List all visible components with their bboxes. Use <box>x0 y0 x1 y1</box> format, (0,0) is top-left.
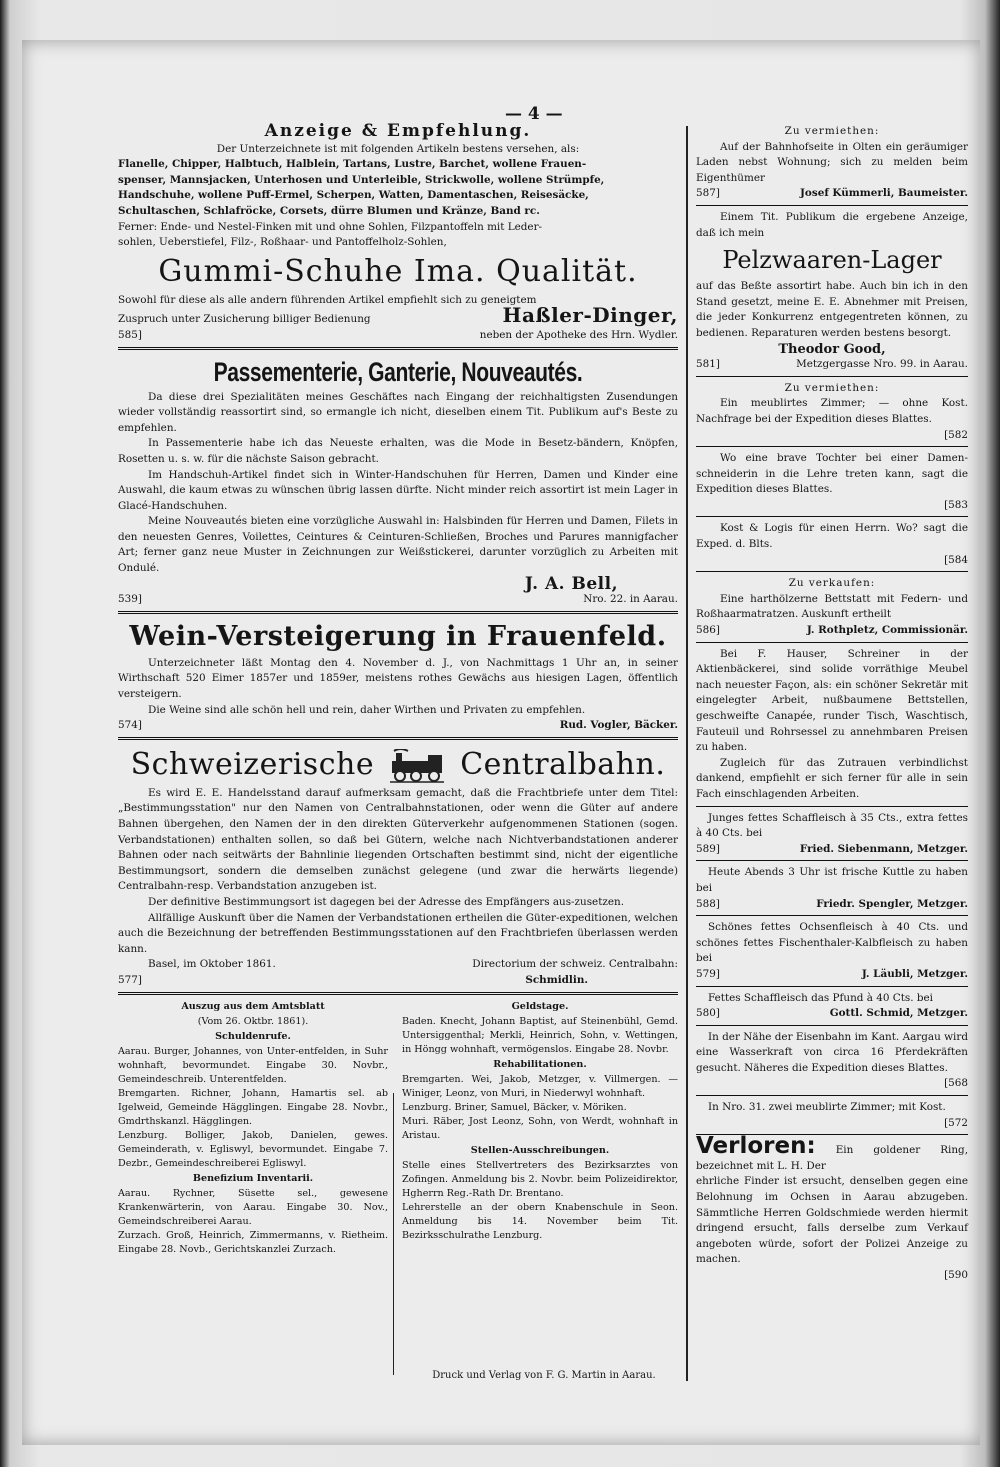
ad-place-date: Basel, im Oktober 1861. <box>148 958 276 971</box>
ad-number: 587] <box>696 187 720 200</box>
divider <box>118 611 678 614</box>
ad-title: Pelzwaaren-Lager <box>722 246 942 275</box>
ad-lehrtochter <box>696 451 968 513</box>
ad-heading: Zu vermiethen: <box>784 125 880 137</box>
ad-pelzwaaren <box>696 210 968 373</box>
ad-title-part: Centralbahn. <box>460 746 666 782</box>
section-heading: Benefizium Inventarii. <box>192 1172 314 1184</box>
amtsblatt-left <box>118 999 394 1257</box>
ad-title: Wein-Versteigerung in Frauenfeld. <box>129 620 667 652</box>
column-divider <box>686 126 688 1381</box>
ad-footer-row <box>118 718 678 734</box>
ad-number: 580] <box>696 1007 720 1020</box>
ad-body: Bei F. Hauser, Schreiner in der Aktienbäckerei, sind solide vorräthige Meubel nach neuester Façon, als: ein schöner Sekretär mit eingelegter Arbeit, nußbaumene Bettstellen, geschweifte Canapée, runder Tisch, Waschtisch, Fauteuil und Rohrsessel zu annehmbaren Preisen zu haben. <box>696 647 968 754</box>
left-column <box>118 121 678 1257</box>
divider <box>696 986 968 987</box>
ad-number: [568 <box>944 1077 968 1090</box>
divider <box>696 446 968 447</box>
ad-ferner-line: Ferner: Ende- und Nestel-Finken mit und ohne Sohlen, Filzpantoffeln mit Leder- <box>118 220 543 233</box>
divider <box>696 571 968 572</box>
ad-anzeige-empfehlung <box>118 121 678 344</box>
ad-number: 586] <box>696 624 720 637</box>
ad-heading: Zu vermiethen: <box>784 381 880 394</box>
ad-directorate: Directorium der schweiz. Centralbahn: <box>472 958 678 971</box>
ad-body: Kost & Logis für einen Herrn. Wo? sagt die Exped. d. Blts. <box>696 522 968 551</box>
ad-paragraph: Allfällige Auskunft über die Namen der Verbandstationen ertheilen die Güter-expeditionen, welchen auch die Bezeichnung der betreffenden Bestimmungsstationen auf den Frachtbriefen überlassen werden kann. <box>118 911 678 955</box>
ad-body: Ein meublirtes Zimmer; — ohne Kost. Nachfrage bei der Expedition dieses Blattes. <box>696 397 968 425</box>
ad-zu-vermiethen-laden <box>696 124 968 202</box>
ad-signature: Josef Kümmerli, Baumeister. <box>800 187 968 200</box>
ad-signature-sub: Nro. 22. in Aarau. <box>583 593 678 606</box>
ad-paragraph: Im Handschuh-Artikel findet sich in Winter-Handschuhen für Herren, Damen und Kinder eine Auswahl, die kaum etwas zu wünschen übrig lassen dürfte. Nicht minder reich assortirt ist mein Lager in Glacé-Handschuhen. <box>118 468 678 512</box>
ad-body: Wo eine brave Tochter bei einer Damen-schneiderin in die Lehre treten kann, sagt die Expedition dieses Blattes. <box>696 452 968 496</box>
ad-signature-sub: neben der Apotheke des Hrn. Wydler. <box>479 328 678 341</box>
imprint: Druck und Verlag von F. G. Martin in Aarau. <box>432 1370 656 1381</box>
ad-title-part: Schweizerische <box>130 746 375 782</box>
ad-signature-row <box>118 303 678 328</box>
ad-signature: Theodor Good, <box>778 341 886 357</box>
ad-number: [582 <box>944 428 968 441</box>
ad-paragraph: Unterzeichneter läßt Montag den 4. November d. J., von Nachmittags 1 Uhr an, in seiner Wirthschaft 520 Eimer 1857er und 1859er, meistens rothes Gewächs aus hiesigen Lagen, öffentlich versteigern. <box>118 656 678 701</box>
divider <box>696 806 968 807</box>
ad-signature-row <box>118 957 678 973</box>
ad-signature: J. A. Bell, <box>524 573 618 594</box>
ad-signature: Friedr. Spengler, Metzger. <box>816 897 968 910</box>
ad-number: 588] <box>696 897 720 910</box>
ad-title: Anzeige & Empfehlung. <box>264 121 532 141</box>
ad-paragraph: Es wird E. E. Handelsstand darauf aufmerksam gemacht, daß die Frachtbriefe unter dem Titel: „Bestimmungsstation" nur den Namen von Centralbahnstationen, oder wenn die Güter auf andere Bahnen übergehen, den Namen der in den direkten Güterverkehr aufgenommenen Stationen (sogen. Verbandstationen) enthalten sollen, so daß bei Gütern, welche nach Nichtverbandstationen anderer Bahnen oder nach seitwärts der Bahnlinie liegenden Ortschaften bestimmt sind, nicht der eigentliche Bestimmungsort, sondern die demselben zunächst gelegene (und zwar die herwärts liegende) Centralbahn-resp. Verbandstation anzugeben ist. <box>118 786 678 893</box>
ad-body: auf das Beßte assortirt habe. Auch bin ich in den Stand gesetzt, meine E. E. Abnehmer mit Preisen, die jeder Konkurrenz entgegentreten können, zu bedienen. Reparaturen werden bestens besorgt. <box>696 280 968 339</box>
ad-title: Passementerie, Ganterie, Nouveautés. <box>213 356 583 387</box>
divider <box>696 860 968 861</box>
ad-body: Heute Abends 3 Uhr ist frische Kuttle zu haben bei <box>696 866 968 894</box>
notice: Aarau. Burger, Johannes, von Unter-entfelden, in Suhr wohnhaft, bevormundet. Eingabe 30. Novbr., Gemeindeschreib. Unterentfelden. <box>118 1045 389 1085</box>
ad-schaffleisch <box>696 811 968 858</box>
ad-title: Verloren: <box>696 1133 816 1160</box>
ad-signature: Schmidlin. <box>525 973 588 986</box>
ad-footer-row <box>696 842 968 858</box>
ad-meubel <box>696 647 968 803</box>
ad-signature-sub: Metzgergasse Nro. 99. in Aarau. <box>796 358 968 371</box>
section-heading: Stellen-Ausschreibungen. <box>470 1144 610 1156</box>
ad-paragraph: Meine Nouveautés bieten eine vorzügliche Auswahl in: Halsbinden für Herren und Damen, Filets in den neuesten Genres, Voilettes, Ceintures & Ceinturen-Schließen, Broches und Parures mannigfacher Art; ferner ganz neue Muster in Zeichnungen zur Weißstickerei, darunter vorzüglich zu Arbeiten mit Ondulé. <box>118 515 678 575</box>
ad-number: 539] <box>118 593 142 606</box>
ad-body: Eine harthölzerne Bettstatt mit Federn- und Roßhaarmatratzen. Auskunft ertheilt <box>696 592 968 621</box>
right-column <box>696 124 968 1284</box>
ad-body: Schönes fettes Ochsenfleisch à 40 Cts. und schönes fettes Fischenthaler-Kalbfleisch zu haben bei <box>696 921 968 965</box>
ad-kuttle <box>696 865 968 912</box>
notice: Aarau. Rychner, Süsette sel., gewesene Krankenwärterin, von Aarau. Eingabe 30. Nov., Gemeindschreiberei Aarau. <box>118 1187 389 1227</box>
section-heading: Geldstage. <box>511 1000 569 1012</box>
ad-paragraph: Da diese drei Spezialitäten meines Geschäftes nach Eingang der reichhaltigsten Zusendungen wieder vollständig reassortirt sind, so ermangle ich nicht, dieselben einem Tit. Publikum auf's Beste zu empfehlen. <box>118 390 678 434</box>
divider <box>696 642 968 643</box>
ad-signature: Fried. Siebenmann, Metzger. <box>799 842 968 855</box>
ad-lead: Ein goldener Ring, bezeichnet mit L. H. Der <box>696 1144 968 1172</box>
ad-signature: Gottl. Schmid, Metzger. <box>829 1007 968 1020</box>
ad-number: [583 <box>944 498 968 511</box>
ad-footer-row <box>696 357 968 373</box>
section-heading: Rehabilitationen. <box>493 1058 587 1070</box>
amtsblatt-extract <box>118 999 678 1257</box>
ad-list-line: Flanelle, Chipper, Halbtuch, Halblein, Tartans, Lustre, Barchet, wollene Frauen- <box>118 158 587 171</box>
ad-signature: J. Läubli, Metzger. <box>861 967 968 980</box>
notice: Zurzach. Groß, Heinrich, Zimmermanns, v. Rietheim. Eingabe 28. Novb., Gerichtskanzlei Zurzach. <box>118 1229 389 1255</box>
notice: Lehrerstelle an der obern Knabenschule in Seon. Anmeldung bis 14. November beim Tit. Bezirksschulrathe Lenzburg. <box>402 1201 678 1241</box>
ad-list-line: Schultaschen, Schlafröcke, Corsets, dürre Blumen und Kränze, Band rc. <box>118 204 540 217</box>
ad-body: Zuspruch unter Zusicherung billiger Bedienung <box>118 313 371 326</box>
ad-footer-row <box>118 973 678 989</box>
ad-ochsenfleisch <box>696 920 968 982</box>
ad-body: Auf der Bahnhofseite in Olten ein geräumiger Laden nebst Wohnung; sich zu melden beim Eigenthümer <box>696 140 968 184</box>
ad-intro: Einem Tit. Publikum die ergebene Anzeige, daß ich mein <box>696 210 968 239</box>
ad-number: [590 <box>944 1269 968 1281</box>
ad-body: Sowohl für diese als alle andern führenden Artikel empfiehlt sich zu geneigtem <box>118 293 537 306</box>
ad-ferner-line: sohlen, Ueberstiefel, Filz-, Roßhaar- und Pantoffelholz-Sohlen, <box>118 236 447 249</box>
notice: Lenzburg. Briner, Samuel, Bäcker, v. Möriken. <box>402 1101 627 1113</box>
ad-wasserkraft <box>696 1030 968 1092</box>
ad-number: [584 <box>944 553 968 566</box>
ad-body: Junges fettes Schaffleisch à 35 Cts., extra fettes à 40 Cts. bei <box>696 811 968 840</box>
ad-paragraph: Der definitive Bestimmungsort ist dagegen bei der Adresse des Empfängers aus-zusetzen. <box>148 895 625 908</box>
ad-body: In Nro. 31. zwei meublirte Zimmer; mit Kost. <box>708 1101 946 1114</box>
divider <box>696 1025 968 1026</box>
ad-footer-row <box>696 623 968 639</box>
ad-wein-versteigerung <box>118 618 678 734</box>
ad-zu-vermiethen-zimmer <box>696 381 968 443</box>
ad-signature: J. Rothpletz, Commissionär. <box>806 624 968 637</box>
ad-number: 585] <box>118 328 142 341</box>
ad-footer-row <box>118 328 678 344</box>
ad-headline: Gummi-Schuhe Ima. Qualität. <box>158 253 638 289</box>
ad-body: ehrliche Finder ist ersucht, denselben gegen eine Belohnung im Ochsen in Aarau abzugeben. Sämmtliche Herren Goldschmiede werden hiermit dringend ersucht, falls derselbe zum Verkauf angeboten würde, sofort der Polizei Anzeige zu machen. <box>696 1175 968 1266</box>
divider <box>696 376 968 377</box>
ad-schaffleisch-pfund <box>696 991 968 1022</box>
divider <box>118 737 678 740</box>
notice: Bremgarten. Wei, Jakob, Metzger, v. Villmergen. — Winiger, Leonz, von Muri, in Niederwyl wohnhaft. <box>402 1073 678 1099</box>
ad-body: In der Nähe der Eisenbahn im Kant. Aargau wird eine Wasserkraft von circa 16 Pferdekräften gesucht. Näheres die Expedition dieses Blattes. <box>696 1030 968 1074</box>
notice: Muri. Räber, Jost Leonz, Sohn, von Werdt, wohnhaft in Aristau. <box>402 1115 678 1141</box>
ad-number: 581] <box>696 358 720 371</box>
ad-list-line: Handschuhe, wollene Puff-Ermel, Scherpen, Watten, Damentaschen, Reisesäcke, <box>118 189 589 202</box>
ad-kost-logis <box>696 521 968 568</box>
ad-list-line: spenser, Mannsjacken, Unterhosen und Unterleible, Strickwolle, wollene Strümpfe, <box>118 173 605 186</box>
ad-footer-row <box>696 967 968 983</box>
ad-meublirte-zimmer <box>696 1100 968 1131</box>
notice: Bremgarten. Richner, Johann, Hamartis sel. ab Igelweid, Gemeinde Hägglingen. Eingabe 28. Novbr., Gmdrthskanzl. Hägglingen. <box>118 1087 389 1127</box>
divider <box>696 915 968 916</box>
ad-body: Fettes Schaffleisch das Pfund à 40 Cts. bei <box>708 991 933 1004</box>
notice: Stelle eines Stellvertreters des Bezirksarztes von Zofingen. Anmeldung bis 2. Novbr. beim Polizeidirektor, Hgherrn Reg.-Rath Dr. Brentano. <box>402 1159 678 1199</box>
divider <box>118 992 678 995</box>
ad-heading: Zu verkaufen: <box>788 577 876 590</box>
divider <box>118 347 678 350</box>
ad-paragraph: In Passementerie habe ich das Neueste erhalten, was die Mode in Besetz-bändern, Knöpfen, Rosetten u. s. w. für die nächste Saison gebracht. <box>118 437 678 465</box>
ad-zu-verkaufen <box>696 576 968 638</box>
ad-footer-row <box>696 897 968 913</box>
ad-footer-row <box>118 592 678 608</box>
ad-passementerie <box>118 354 678 608</box>
section-heading: Schuldenrufe. <box>215 1030 291 1042</box>
divider <box>696 516 968 517</box>
notice: Lenzburg. Bolliger, Jakob, Danielen, gewes. Gemeinderath, v. Egliswyl, bevormundet. Eingabe 7. Dezbr., Gemeindeschreiberei Egliswyl. <box>118 1129 389 1169</box>
ad-footer-row <box>696 186 968 202</box>
locomotive-icon <box>388 749 446 783</box>
ad-centralbahn <box>118 744 678 989</box>
ad-signature: Haßler-Dinger, <box>502 303 678 328</box>
ad-intro: Der Unterzeichnete ist mit folgenden Artikeln bestens versehen, als: <box>216 142 580 155</box>
ad-number: [572 <box>944 1116 968 1129</box>
ad-body: Zugleich für das Zutrauen verbindlichst dankend, empfiehlt er sich ferner für alle in sein Fach einschlagenden Arbeiten. <box>696 756 968 800</box>
amtsblatt-right <box>394 999 678 1257</box>
divider <box>696 205 968 206</box>
ad-paragraph: Die Weine sind alle schön hell und rein, daher Wirthen und Privaten zu empfehlen. <box>148 703 586 716</box>
ad-number: 577] <box>118 973 142 986</box>
amtsblatt-title: Auszug aus dem Amtsblatt <box>181 1000 325 1012</box>
notice: Baden. Knecht, Johann Baptist, auf Steinenbühl, Gemd. Untersiggenthal; Merkli, Heinrich, Sohn, v. Wettingen, in Höngg wohnhaft, vermögenslos. Eingabe 28. Novbr. <box>402 1015 678 1055</box>
page-number: — 4 — <box>505 104 563 124</box>
ad-number: 579] <box>696 967 720 980</box>
ad-signature: Rud. Vogler, Bäcker. <box>559 719 678 732</box>
divider <box>696 1095 968 1096</box>
amtsblatt-date: (Vom 26. Oktbr. 1861). <box>197 1015 309 1027</box>
ad-footer-row <box>696 1006 968 1022</box>
ad-verloren <box>696 1133 968 1283</box>
ad-number: 589] <box>696 842 720 855</box>
ad-title <box>118 744 678 786</box>
ad-number: 574] <box>118 719 142 732</box>
